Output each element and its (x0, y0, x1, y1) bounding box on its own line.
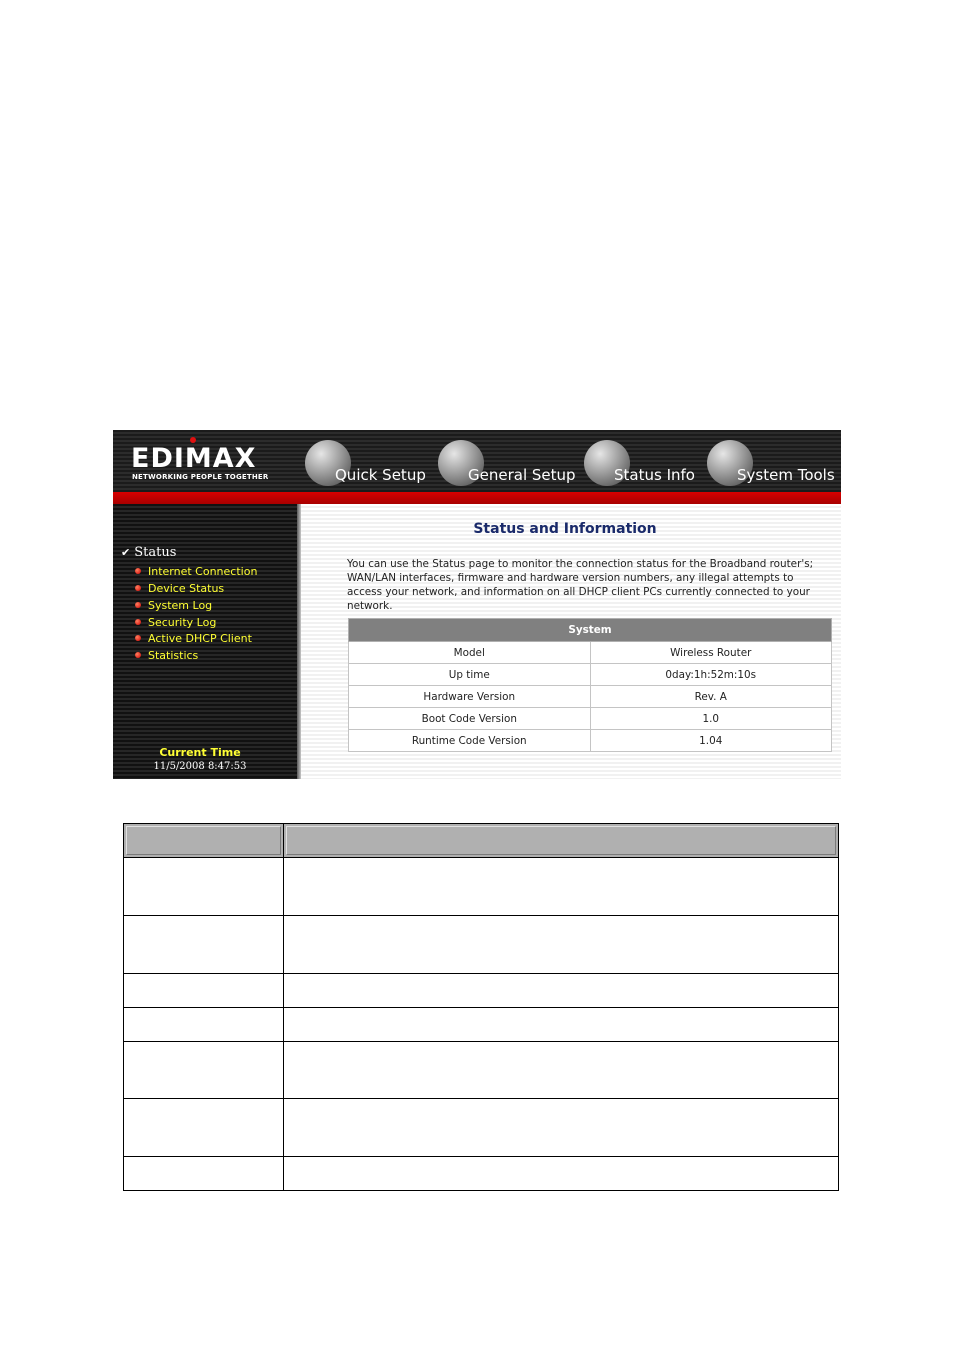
table-row (349, 642, 832, 664)
current-time-label: Current Time (159, 746, 241, 759)
table-row (349, 686, 832, 708)
row-label: Runtime Code Version (349, 730, 591, 752)
table-cell (284, 1157, 839, 1191)
table-cell (124, 1008, 284, 1042)
row-label: Model (349, 642, 591, 664)
sidebar-item-active-dhcp-client[interactable] (135, 632, 252, 645)
row-value: 1.04 (590, 730, 832, 752)
logo-tagline: NETWORKING PEOPLE TOGETHER (132, 473, 269, 481)
row-label: Hardware Version (349, 686, 591, 708)
current-time-value: 11/5/2008 8:47:53 (153, 761, 247, 772)
check-icon: ✔ (121, 546, 131, 559)
bullet-icon (135, 568, 141, 574)
table-cell (124, 858, 284, 916)
header-cell-bevel (286, 826, 836, 855)
bullet-icon (135, 652, 141, 658)
header-red-stripe (113, 492, 841, 504)
bullet-icon (135, 585, 141, 591)
table-row (124, 1008, 839, 1042)
bullet-icon (135, 602, 141, 608)
table-row (349, 730, 832, 752)
header-cell-bevel (126, 826, 281, 855)
sidebar-item-label: Device Status (148, 582, 225, 595)
sidebar-item-label: Internet Connection (148, 565, 258, 578)
sidebar (113, 504, 297, 779)
table-cell (284, 858, 839, 916)
table-row (349, 664, 832, 686)
table-row (124, 858, 839, 916)
table-cell (284, 916, 839, 974)
table-cell (124, 974, 284, 1008)
system-table-header: System (349, 619, 832, 642)
bullet-icon (135, 619, 141, 625)
table-row (124, 916, 839, 974)
sidebar-item-internet-connection[interactable] (135, 565, 257, 578)
table-row (349, 708, 832, 730)
header-cell-item (124, 824, 284, 858)
sidebar-section-label: Status (134, 545, 177, 560)
row-value: Rev. A (590, 686, 832, 708)
table-cell (284, 974, 839, 1008)
table-cell (284, 1042, 839, 1099)
table-cell (124, 1157, 284, 1191)
nav-label: Quick Setup (335, 466, 426, 484)
router-status-window (113, 430, 841, 779)
intro-text: You can use the Status page to monitor the connection status for the Broadband router's; WAN/LAN interfaces, firmware and hardware version numbers, any illegal attempts to access your network, and information on all DHCP client PCs currently connected to your network. (347, 558, 814, 612)
table-row (124, 1099, 839, 1157)
row-value: Wireless Router (590, 642, 832, 664)
sidebar-item-label: Statistics (148, 649, 199, 662)
row-value: 0day:1h:52m:10s (590, 664, 832, 686)
row-label: Boot Code Version (349, 708, 591, 730)
description-table-header (124, 824, 839, 858)
page-title: Status and Information (473, 521, 657, 537)
table-cell (284, 1099, 839, 1157)
system-table (348, 618, 832, 752)
sidebar-item-label: Active DHCP Client (148, 632, 252, 645)
nav-label: System Tools (737, 466, 835, 484)
table-row (124, 1157, 839, 1191)
header-cell-description (284, 824, 839, 858)
sidebar-item-label: Security Log (148, 616, 217, 629)
sidebar-item-device-status[interactable] (135, 582, 224, 595)
nav-label: General Setup (468, 466, 576, 484)
edimax-logo (131, 444, 281, 484)
bullet-icon (135, 635, 141, 641)
main-content (301, 504, 841, 779)
table-row (124, 1042, 839, 1099)
table-cell (124, 916, 284, 974)
row-value: 1.0 (590, 708, 832, 730)
header-bar (113, 430, 841, 492)
sidebar-item-statistics[interactable] (135, 649, 198, 662)
sidebar-section-status[interactable] (121, 545, 176, 560)
sidebar-item-system-log[interactable] (135, 599, 212, 612)
table-row (124, 974, 839, 1008)
row-label: Up time (349, 664, 591, 686)
logo-name: EDIMAX (131, 443, 257, 474)
table-cell (284, 1008, 839, 1042)
description-table (123, 823, 839, 1191)
sidebar-item-security-log[interactable] (135, 616, 216, 629)
table-cell (124, 1099, 284, 1157)
table-cell (124, 1042, 284, 1099)
sidebar-item-label: System Log (148, 599, 213, 612)
nav-label: Status Info (614, 466, 695, 484)
